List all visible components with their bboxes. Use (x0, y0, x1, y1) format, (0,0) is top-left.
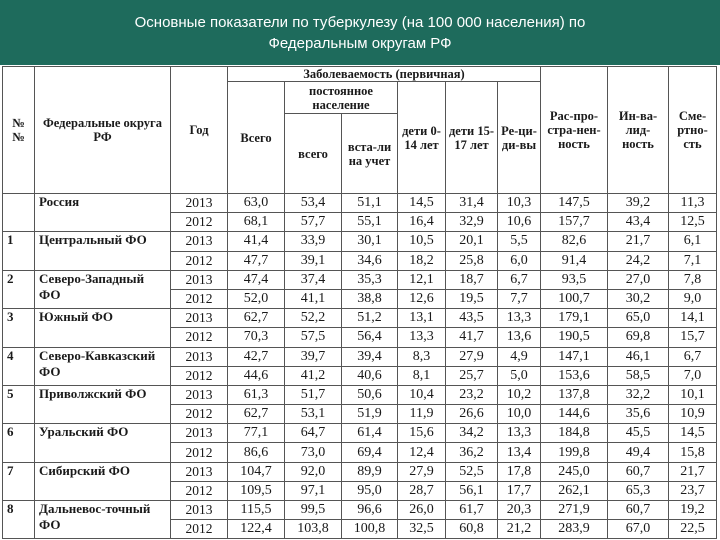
district-name: Дальневос-точный ФО (35, 501, 171, 539)
value-cell: 24,2 (608, 251, 669, 270)
district-name: Россия (35, 194, 171, 232)
value-cell: 52,5 (446, 462, 498, 481)
value-cell: 21,7 (608, 232, 669, 251)
value-cell: 53,4 (285, 194, 342, 213)
value-cell: 27,9 (398, 462, 446, 481)
year-cell: 2013 (171, 424, 228, 443)
header-year: Год (171, 67, 228, 194)
value-cell: 13,1 (398, 309, 446, 328)
table-row (3, 385, 717, 404)
value-cell: 61,4 (342, 424, 398, 443)
value-cell: 96,6 (342, 501, 398, 520)
row-number: 6 (3, 424, 35, 462)
value-cell: 91,4 (541, 251, 608, 270)
header-children: дети 0-14 лет (398, 82, 446, 194)
value-cell: 17,7 (498, 481, 541, 500)
value-cell: 56,4 (342, 328, 398, 347)
value-cell: 15,8 (669, 443, 717, 462)
value-cell: 10,6 (498, 213, 541, 232)
value-cell: 28,7 (398, 481, 446, 500)
value-cell: 122,4 (228, 520, 285, 539)
value-cell: 8,1 (398, 366, 446, 385)
table-row (3, 347, 717, 366)
value-cell: 46,1 (608, 347, 669, 366)
value-cell: 14,1 (669, 309, 717, 328)
header-perm-total: всего (285, 114, 342, 194)
value-cell: 283,9 (541, 520, 608, 539)
value-cell: 10,4 (398, 385, 446, 404)
value-cell: 14,5 (669, 424, 717, 443)
header-num: № № (3, 67, 35, 194)
value-cell: 36,2 (446, 443, 498, 462)
value-cell: 95,0 (342, 481, 398, 500)
value-cell: 41,4 (228, 232, 285, 251)
value-cell: 12,5 (669, 213, 717, 232)
district-name: Северо-Западный ФО (35, 270, 171, 308)
value-cell: 11,3 (669, 194, 717, 213)
value-cell: 190,5 (541, 328, 608, 347)
value-cell: 10,1 (669, 385, 717, 404)
header-disability: Ин-ва-лид-ность (608, 67, 669, 194)
value-cell: 13,3 (398, 328, 446, 347)
value-cell: 153,6 (541, 366, 608, 385)
value-cell: 69,8 (608, 328, 669, 347)
value-cell: 43,5 (446, 309, 498, 328)
value-cell: 58,5 (608, 366, 669, 385)
value-cell: 13,3 (498, 309, 541, 328)
value-cell: 41,1 (285, 289, 342, 308)
year-cell: 2012 (171, 520, 228, 539)
value-cell: 20,3 (498, 501, 541, 520)
value-cell: 45,5 (608, 424, 669, 443)
value-cell: 40,6 (342, 366, 398, 385)
value-cell: 65,3 (608, 481, 669, 500)
value-cell: 34,6 (342, 251, 398, 270)
value-cell: 32,2 (608, 385, 669, 404)
row-number: 7 (3, 462, 35, 500)
header-permanent: постоянное население (285, 82, 398, 114)
district-name: Приволжский ФО (35, 385, 171, 423)
value-cell: 57,7 (285, 213, 342, 232)
value-cell: 92,0 (285, 462, 342, 481)
row-number: 8 (3, 501, 35, 539)
value-cell: 26,6 (446, 405, 498, 424)
row-number (3, 194, 35, 232)
value-cell: 103,8 (285, 520, 342, 539)
value-cell: 39,7 (285, 347, 342, 366)
value-cell: 35,3 (342, 270, 398, 289)
value-cell: 39,2 (608, 194, 669, 213)
value-cell: 93,5 (541, 270, 608, 289)
value-cell: 70,3 (228, 328, 285, 347)
value-cell: 77,1 (228, 424, 285, 443)
row-number: 5 (3, 385, 35, 423)
value-cell: 10,9 (669, 405, 717, 424)
value-cell: 26,0 (398, 501, 446, 520)
slide-title (0, 0, 720, 65)
value-cell: 22,5 (669, 520, 717, 539)
year-cell: 2012 (171, 443, 228, 462)
value-cell: 13,3 (498, 424, 541, 443)
district-name: Центральный ФО (35, 232, 171, 270)
value-cell: 30,2 (608, 289, 669, 308)
value-cell: 60,8 (446, 520, 498, 539)
value-cell: 57,5 (285, 328, 342, 347)
year-cell: 2013 (171, 194, 228, 213)
year-cell: 2013 (171, 385, 228, 404)
value-cell: 27,9 (446, 347, 498, 366)
value-cell: 6,7 (498, 270, 541, 289)
year-cell: 2013 (171, 347, 228, 366)
value-cell: 147,5 (541, 194, 608, 213)
value-cell: 50,6 (342, 385, 398, 404)
value-cell: 13,4 (498, 443, 541, 462)
value-cell: 51,9 (342, 405, 398, 424)
year-cell: 2012 (171, 251, 228, 270)
year-cell: 2012 (171, 328, 228, 347)
value-cell: 60,7 (608, 501, 669, 520)
header-registered: вста-ли на учет (342, 114, 398, 194)
value-cell: 7,8 (669, 270, 717, 289)
year-cell: 2013 (171, 270, 228, 289)
value-cell: 184,8 (541, 424, 608, 443)
value-cell: 52,2 (285, 309, 342, 328)
value-cell: 4,9 (498, 347, 541, 366)
row-number: 3 (3, 309, 35, 347)
value-cell: 10,2 (498, 385, 541, 404)
value-cell: 10,5 (398, 232, 446, 251)
value-cell: 86,6 (228, 443, 285, 462)
district-name: Южный ФО (35, 309, 171, 347)
table-row (3, 309, 717, 328)
value-cell: 63,0 (228, 194, 285, 213)
value-cell: 245,0 (541, 462, 608, 481)
year-cell: 2013 (171, 501, 228, 520)
year-cell: 2012 (171, 481, 228, 500)
district-name: Уральский ФО (35, 424, 171, 462)
value-cell: 5,0 (498, 366, 541, 385)
slide-title-line2: Федеральным округам РФ (268, 35, 452, 52)
value-cell: 53,1 (285, 405, 342, 424)
value-cell: 199,8 (541, 443, 608, 462)
year-cell: 2012 (171, 405, 228, 424)
row-number: 4 (3, 347, 35, 385)
year-cell: 2013 (171, 462, 228, 481)
value-cell: 15,7 (669, 328, 717, 347)
value-cell: 47,4 (228, 270, 285, 289)
value-cell: 18,7 (446, 270, 498, 289)
row-number: 2 (3, 270, 35, 308)
value-cell: 25,7 (446, 366, 498, 385)
value-cell: 61,3 (228, 385, 285, 404)
value-cell: 47,7 (228, 251, 285, 270)
value-cell: 32,9 (446, 213, 498, 232)
value-cell: 99,5 (285, 501, 342, 520)
year-cell: 2012 (171, 366, 228, 385)
value-cell: 137,8 (541, 385, 608, 404)
header-incidence: Заболеваемость (первичная) (228, 67, 541, 82)
value-cell: 104,7 (228, 462, 285, 481)
value-cell: 6,0 (498, 251, 541, 270)
value-cell: 61,7 (446, 501, 498, 520)
value-cell: 49,4 (608, 443, 669, 462)
value-cell: 179,1 (541, 309, 608, 328)
value-cell: 65,0 (608, 309, 669, 328)
value-cell: 12,4 (398, 443, 446, 462)
table-row (3, 232, 717, 251)
value-cell: 157,7 (541, 213, 608, 232)
value-cell: 12,1 (398, 270, 446, 289)
value-cell: 144,6 (541, 405, 608, 424)
value-cell: 67,0 (608, 520, 669, 539)
value-cell: 262,1 (541, 481, 608, 500)
value-cell: 73,0 (285, 443, 342, 462)
table-row (3, 424, 717, 443)
value-cell: 34,2 (446, 424, 498, 443)
value-cell: 14,5 (398, 194, 446, 213)
value-cell: 11,9 (398, 405, 446, 424)
tuberculosis-table (2, 66, 717, 539)
value-cell: 31,4 (446, 194, 498, 213)
value-cell: 7,7 (498, 289, 541, 308)
table-row (3, 270, 717, 289)
value-cell: 68,1 (228, 213, 285, 232)
value-cell: 17,8 (498, 462, 541, 481)
value-cell: 89,9 (342, 462, 398, 481)
value-cell: 10,0 (498, 405, 541, 424)
value-cell: 51,1 (342, 194, 398, 213)
row-number: 1 (3, 232, 35, 270)
value-cell: 43,4 (608, 213, 669, 232)
value-cell: 62,7 (228, 405, 285, 424)
value-cell: 27,0 (608, 270, 669, 289)
value-cell: 42,7 (228, 347, 285, 366)
value-cell: 20,1 (446, 232, 498, 251)
header-relapses: Ре-ци-ди-вы (498, 82, 541, 194)
value-cell: 23,7 (669, 481, 717, 500)
value-cell: 41,7 (446, 328, 498, 347)
value-cell: 38,8 (342, 289, 398, 308)
value-cell: 51,7 (285, 385, 342, 404)
value-cell: 19,5 (446, 289, 498, 308)
value-cell: 97,1 (285, 481, 342, 500)
value-cell: 9,0 (669, 289, 717, 308)
value-cell: 16,4 (398, 213, 446, 232)
value-cell: 13,6 (498, 328, 541, 347)
value-cell: 8,3 (398, 347, 446, 366)
header-district: Федеральные округа РФ (35, 67, 171, 194)
district-name: Северо-Кавказский ФО (35, 347, 171, 385)
value-cell: 44,6 (228, 366, 285, 385)
value-cell: 33,9 (285, 232, 342, 251)
value-cell: 30,1 (342, 232, 398, 251)
value-cell: 100,7 (541, 289, 608, 308)
value-cell: 21,2 (498, 520, 541, 539)
value-cell: 19,2 (669, 501, 717, 520)
value-cell: 32,5 (398, 520, 446, 539)
value-cell: 7,0 (669, 366, 717, 385)
table-body (3, 194, 717, 539)
value-cell: 52,0 (228, 289, 285, 308)
value-cell: 56,1 (446, 481, 498, 500)
header-mortality: Сме-ртно-сть (669, 67, 717, 194)
value-cell: 55,1 (342, 213, 398, 232)
value-cell: 15,6 (398, 424, 446, 443)
value-cell: 39,1 (285, 251, 342, 270)
value-cell: 41,2 (285, 366, 342, 385)
value-cell: 12,6 (398, 289, 446, 308)
value-cell: 60,7 (608, 462, 669, 481)
year-cell: 2012 (171, 213, 228, 232)
value-cell: 100,8 (342, 520, 398, 539)
table-row (3, 462, 717, 481)
district-name: Сибирский ФО (35, 462, 171, 500)
value-cell: 6,7 (669, 347, 717, 366)
value-cell: 109,5 (228, 481, 285, 500)
value-cell: 10,3 (498, 194, 541, 213)
value-cell: 62,7 (228, 309, 285, 328)
slide-title-line1: Основные показатели по туберкулезу (на 100 000 населения) по (134, 14, 586, 31)
header-prevalence: Рас-про-стра-нен-ность (541, 67, 608, 194)
value-cell: 5,5 (498, 232, 541, 251)
value-cell: 6,1 (669, 232, 717, 251)
year-cell: 2012 (171, 289, 228, 308)
table-row (3, 501, 717, 520)
header-teens: дети 15-17 лет (446, 82, 498, 194)
value-cell: 35,6 (608, 405, 669, 424)
value-cell: 147,1 (541, 347, 608, 366)
value-cell: 7,1 (669, 251, 717, 270)
year-cell: 2013 (171, 309, 228, 328)
value-cell: 23,2 (446, 385, 498, 404)
value-cell: 39,4 (342, 347, 398, 366)
year-cell: 2013 (171, 232, 228, 251)
value-cell: 37,4 (285, 270, 342, 289)
header-total: Всего (228, 82, 285, 194)
value-cell: 69,4 (342, 443, 398, 462)
value-cell: 51,2 (342, 309, 398, 328)
value-cell: 21,7 (669, 462, 717, 481)
value-cell: 115,5 (228, 501, 285, 520)
value-cell: 82,6 (541, 232, 608, 251)
value-cell: 64,7 (285, 424, 342, 443)
value-cell: 25,8 (446, 251, 498, 270)
value-cell: 271,9 (541, 501, 608, 520)
value-cell: 18,2 (398, 251, 446, 270)
table-row (3, 194, 717, 213)
